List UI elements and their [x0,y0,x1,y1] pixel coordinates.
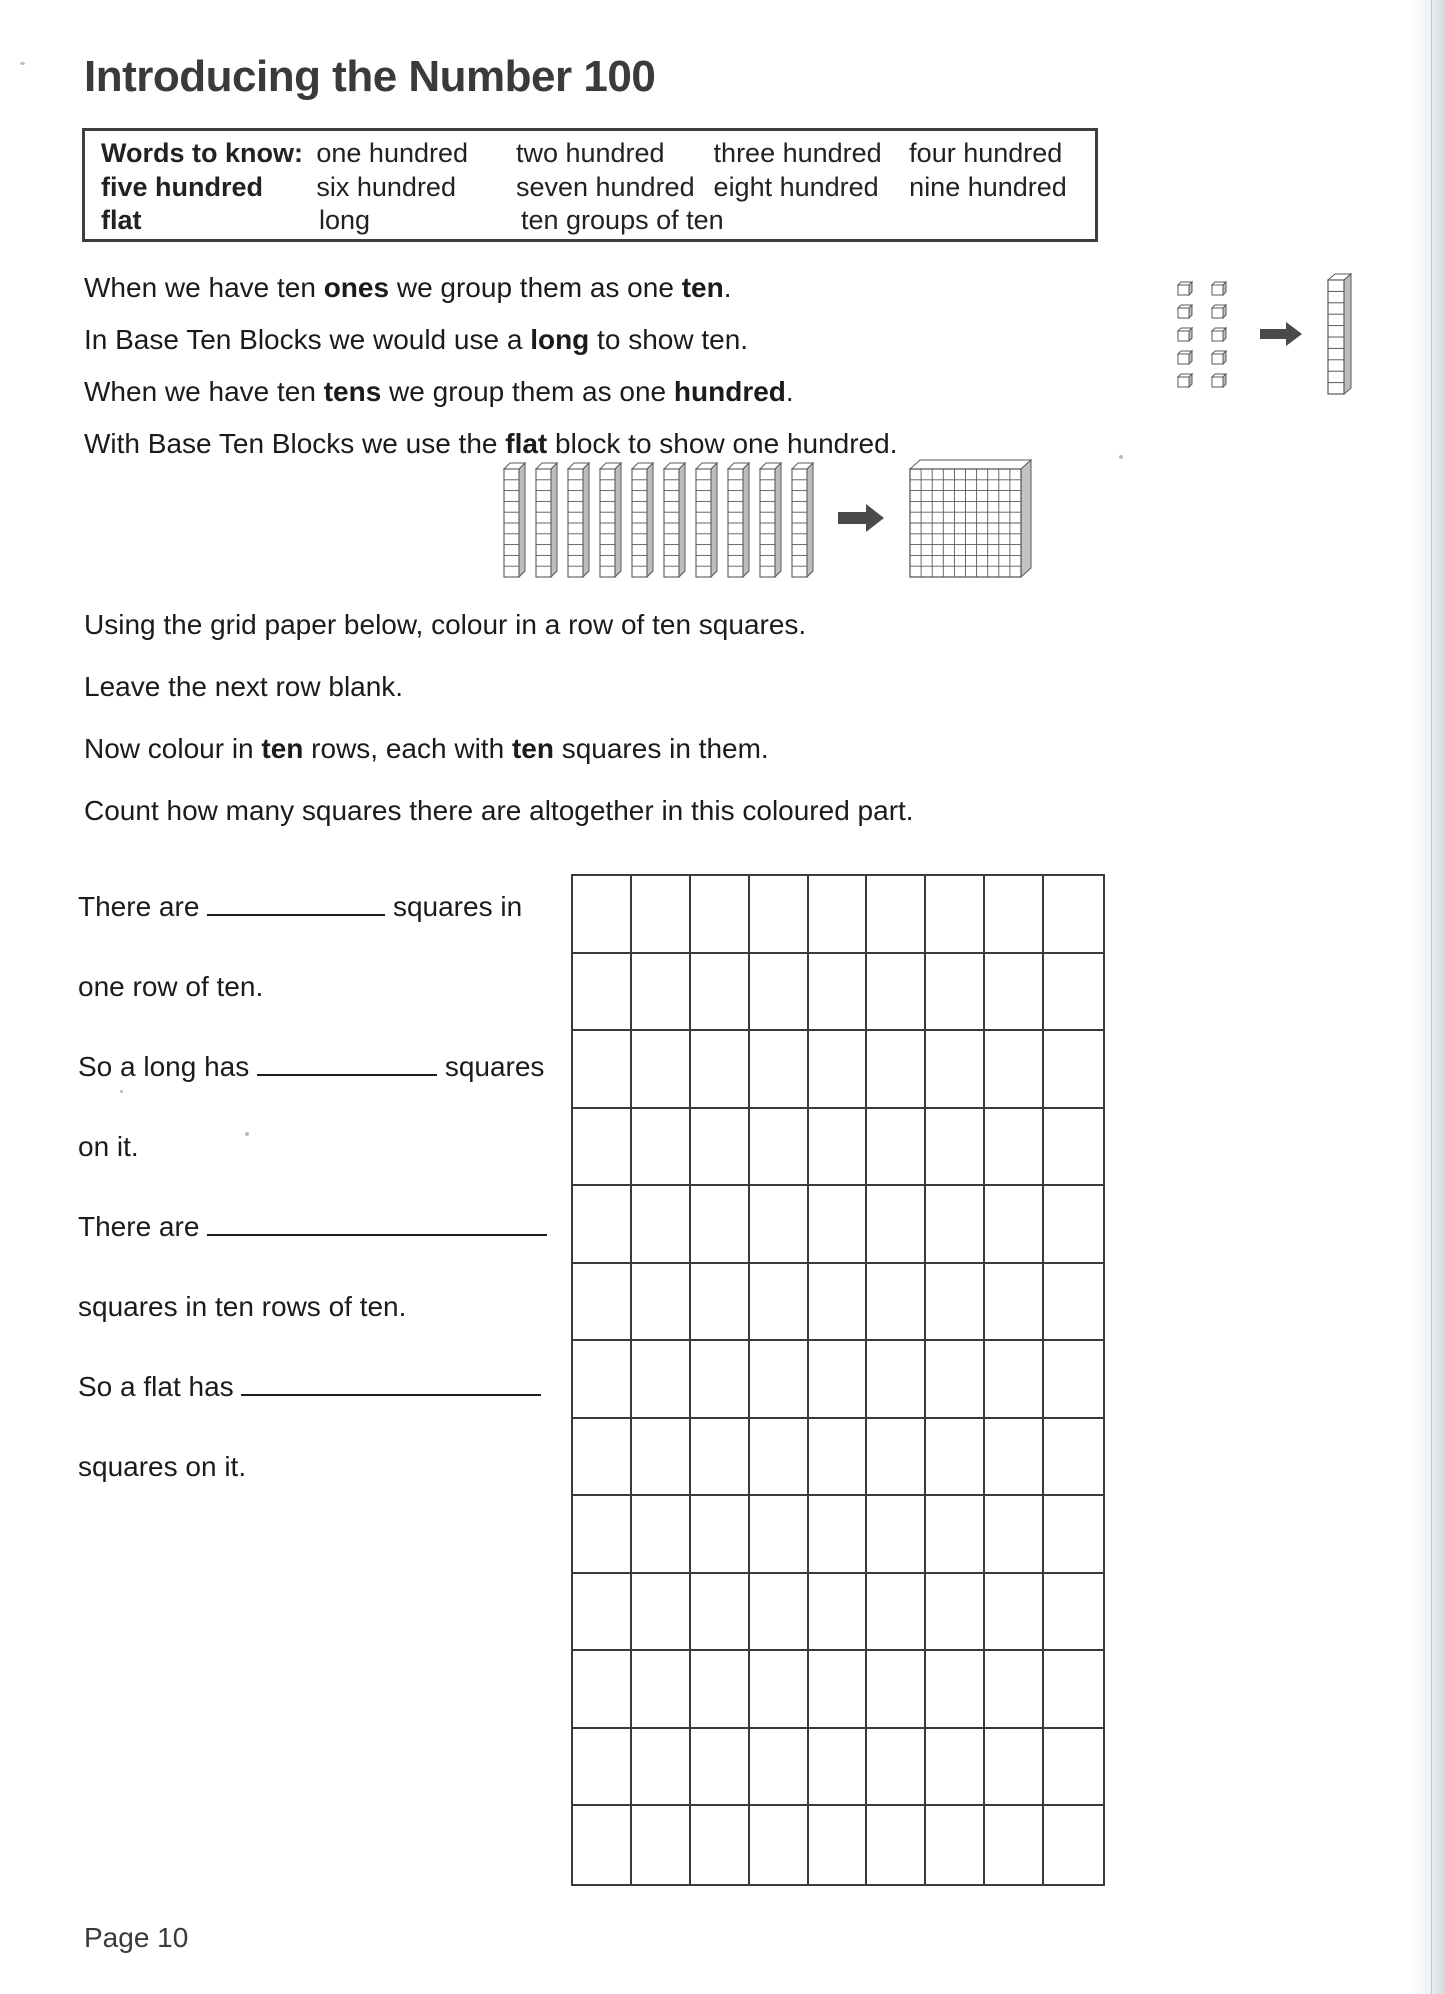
page-edge-line [1431,0,1432,1994]
grid-cell[interactable] [691,876,750,954]
grid-cell[interactable] [1044,1264,1103,1342]
grid-cell[interactable] [809,954,868,1032]
grid-cell[interactable] [691,1186,750,1264]
grid-cell[interactable] [750,954,809,1032]
grid-cell[interactable] [867,1419,926,1497]
explanation-line-4-part-c: block to show one hundred. [547,428,898,459]
explanation-line-3-part-e: . [785,376,794,407]
fill-in-7-prefix: So a flat has [78,1371,234,1402]
grid-cell[interactable] [867,1186,926,1264]
word-ten-groups-of-ten: ten groups of ten [521,205,724,235]
grid-cell[interactable] [573,1264,632,1342]
words-to-know-label: Words to know: [101,138,303,168]
word-flat: flat [101,205,142,235]
grid-cell[interactable] [926,1186,985,1264]
grid-cell[interactable] [573,1419,632,1497]
grid-cell[interactable] [691,1109,750,1187]
grid-cell[interactable] [750,1109,809,1187]
fill-in-3-suffix: squares [444,1051,545,1082]
page-title: Introducing the Number 100 [84,52,656,101]
grid-cell[interactable] [985,1574,1044,1652]
grid-cell[interactable] [1044,1496,1103,1574]
word-six-hundred: six hundred [316,172,456,202]
grid-cell[interactable] [809,1806,868,1884]
grid-cell[interactable] [573,1729,632,1807]
grid-cell[interactable] [985,1341,1044,1419]
fill-in-1-prefix: There are [78,891,200,922]
grid-cell[interactable] [750,876,809,954]
grid-cell[interactable] [985,1264,1044,1342]
word-four-hundred: four hundred [909,138,1063,168]
explanation-line-2 [84,320,964,360]
ten-longs-group [504,463,813,577]
answer-blank-long-squares[interactable] [257,1052,437,1076]
grid-cell[interactable] [926,1574,985,1652]
explanation-line-2-bold-long: long [530,324,590,355]
scan-speck [120,1090,123,1093]
words-to-know-row-3 [101,205,1087,238]
flat-block [910,460,1031,577]
explanation-line-1-bold-ten: ten [681,272,724,303]
grid-cell[interactable] [867,954,926,1032]
grid-cell[interactable] [1044,1729,1103,1807]
grid-cell[interactable] [1044,954,1103,1032]
long-rod [1328,274,1351,394]
grid-cell[interactable] [632,954,691,1032]
grid-cell[interactable] [809,1031,868,1109]
grid-cell[interactable] [750,1574,809,1652]
scan-speck [245,1132,249,1136]
grid-cell[interactable] [632,1186,691,1264]
instruction-line-3 [84,729,1044,769]
instruction-line-3-part-c: rows, each with [303,733,512,764]
grid-cell[interactable] [573,1341,632,1419]
grid-cell[interactable] [1044,1109,1103,1187]
scan-speck [20,62,25,65]
grid-cell[interactable] [985,1729,1044,1807]
grid-cell[interactable] [573,1806,632,1884]
explanation-line-3-part-c: we group them as one [381,376,674,407]
tens-to-flat-illustration [498,455,1118,585]
explanation-line-3-part-a: When we have ten [84,376,324,407]
instruction-line-2: Leave the next row blank. [84,671,404,702]
explanation-line-1-part-a: When we have ten [84,272,324,303]
grid-cell[interactable] [809,1574,868,1652]
grid-cell[interactable] [926,1496,985,1574]
fill-in-3-prefix: So a long has [78,1051,250,1082]
grid-cell[interactable] [985,1031,1044,1109]
word-eight-hundred: eight hundred [713,172,879,202]
grid-cell[interactable] [926,1806,985,1884]
fill-in-line-8: squares on it. [78,1451,247,1482]
grid-cell[interactable] [926,1729,985,1807]
answer-blank-flat-squares[interactable] [241,1372,541,1396]
grid-cell[interactable] [750,1729,809,1807]
fill-in-line-1 [78,890,568,924]
grid-cell[interactable] [632,1729,691,1807]
grid-cell[interactable] [867,1729,926,1807]
grid-cell[interactable] [985,954,1044,1032]
explanation-line-3-bold-hundred: hundred [673,376,786,407]
grid-cell[interactable] [809,1186,868,1264]
grid-cell[interactable] [573,1574,632,1652]
grid-cell[interactable] [867,1496,926,1574]
answer-blank-ten-rows-total[interactable] [207,1212,547,1236]
grid-cell[interactable] [632,1109,691,1187]
grid-cell[interactable] [985,1109,1044,1187]
instructions-block [84,605,1044,853]
grid-cell[interactable] [1044,1651,1103,1729]
grid-cell[interactable] [1044,1574,1103,1652]
grid-cell[interactable] [691,1419,750,1497]
grid-cell[interactable] [809,1109,868,1187]
instruction-line-3-bold-ten-2: ten [511,733,554,764]
fill-in-line-7 [78,1370,568,1404]
explanation-line-2-part-c: to show ten. [589,324,749,355]
explanation-line-3 [84,372,964,412]
word-two-hundred: two hundred [515,138,665,168]
grid-cell[interactable] [750,1341,809,1419]
fill-in-line-4: on it. [78,1131,139,1162]
grid-cell[interactable] [573,1031,632,1109]
grid-cell[interactable] [985,1419,1044,1497]
grid-cell[interactable] [867,1264,926,1342]
explanation-line-1-part-e: . [723,272,732,303]
grid-cell[interactable] [632,1806,691,1884]
grid-cell[interactable] [750,1496,809,1574]
grid-cell[interactable] [1044,1806,1103,1884]
explanation-line-1 [84,268,964,308]
instruction-line-3-part-e: squares in them. [553,733,769,764]
grid-cell[interactable] [985,876,1044,954]
instruction-line-3-bold-ten-1: ten [261,733,304,764]
grid-cell[interactable] [809,876,868,954]
words-to-know-row-2 [101,172,1087,205]
instruction-line-3-part-a: Now colour in [84,733,262,764]
grid-cell[interactable] [632,1264,691,1342]
grid-cell[interactable] [632,876,691,954]
grid-cell[interactable] [750,1264,809,1342]
tens-to-flat-svg [498,455,1118,585]
grid-cell[interactable] [691,1651,750,1729]
fill-in-answers-block [78,890,568,1530]
grid-cell[interactable] [632,1419,691,1497]
grid-cell[interactable] [632,1574,691,1652]
grid-cell[interactable] [809,1419,868,1497]
word-one-hundred: one hundred [316,138,469,168]
page-number: Page 10 [84,1922,189,1953]
grid-cell[interactable] [573,1651,632,1729]
grid-cell[interactable] [985,1651,1044,1729]
grid-cell[interactable] [809,1341,868,1419]
word-long: long [319,205,371,235]
grid-cell[interactable] [573,1186,632,1264]
grid-cell[interactable] [750,1419,809,1497]
grid-cell[interactable] [573,1496,632,1574]
grid-cell[interactable] [691,1729,750,1807]
answer-blank-squares-in-row[interactable] [207,892,385,916]
grid-cell[interactable] [926,1651,985,1729]
grid-cell[interactable] [926,1419,985,1497]
right-arrow-icon [1260,322,1302,346]
grid-paper[interactable] [571,874,1105,1886]
explanation-line-2-part-a: In Base Ten Blocks we would use a [84,324,531,355]
unit-cubes-group [1178,282,1226,387]
fill-in-line-6: squares in ten rows of ten. [78,1291,407,1322]
grid-cell[interactable] [867,1651,926,1729]
words-to-know-box [82,128,1098,242]
grid-cell[interactable] [985,1186,1044,1264]
grid-cell[interactable] [867,1341,926,1419]
grid-cell[interactable] [1044,876,1103,954]
instruction-line-1: Using the grid paper below, colour in a row of ten squares. [84,609,807,640]
scan-speck [1119,455,1123,459]
grid-cell[interactable] [809,1496,868,1574]
grid-cell[interactable] [926,1109,985,1187]
grid-cell[interactable] [867,1109,926,1187]
grid-cell[interactable] [809,1651,868,1729]
grid-cell[interactable] [1044,1031,1103,1109]
grid-cell[interactable] [632,1341,691,1419]
grid-cell[interactable] [691,954,750,1032]
grid-cell[interactable] [632,1496,691,1574]
grid-cell[interactable] [867,1031,926,1109]
grid-cell[interactable] [750,1651,809,1729]
grid-cell[interactable] [985,1496,1044,1574]
fill-in-5-prefix: There are [78,1211,200,1242]
explanation-line-4-part-a: With Base Ten Blocks we use the [84,428,506,459]
word-nine-hundred: nine hundred [909,172,1067,202]
grid-cell[interactable] [867,1574,926,1652]
grid-cell[interactable] [750,1186,809,1264]
grid-cell[interactable] [691,1574,750,1652]
word-three-hundred: three hundred [713,138,882,168]
grid-cell[interactable] [809,1729,868,1807]
grid-cell[interactable] [926,954,985,1032]
fill-in-line-2: one row of ten. [78,971,264,1002]
explanation-block [84,268,964,476]
fill-in-1-suffix: squares in [392,891,523,922]
explanation-line-1-part-c: we group them as one [389,272,682,303]
explanation-line-4-bold-flat: flat [505,428,548,459]
grid-cell[interactable] [926,1264,985,1342]
ones-to-long-svg [1168,272,1418,402]
fill-in-line-5 [78,1210,568,1244]
grid-cell[interactable] [691,1341,750,1419]
word-five-hundred: five hundred [101,172,264,202]
grid-cell[interactable] [926,1341,985,1419]
ones-to-long-illustration [1168,272,1418,402]
words-to-know-row-1 [101,138,1087,171]
grid-cell[interactable] [809,1264,868,1342]
grid-cell[interactable] [691,1031,750,1109]
grid-cell[interactable] [691,1496,750,1574]
grid-cell[interactable] [632,1651,691,1729]
grid-cell[interactable] [1044,1419,1103,1497]
grid-cell[interactable] [573,954,632,1032]
grid-cell[interactable] [691,1806,750,1884]
grid-cell[interactable] [632,1031,691,1109]
grid-cell[interactable] [926,1031,985,1109]
grid-cell[interactable] [926,876,985,954]
grid-cell[interactable] [985,1806,1044,1884]
grid-cell[interactable] [1044,1341,1103,1419]
explanation-line-1-bold-ones: ones [323,272,390,303]
grid-cell[interactable] [691,1264,750,1342]
grid-cell[interactable] [573,876,632,954]
right-arrow-icon [838,504,884,532]
grid-cell[interactable] [573,1109,632,1187]
grid-cell[interactable] [750,1031,809,1109]
grid-cell[interactable] [750,1806,809,1884]
explanation-line-3-bold-tens: tens [323,376,382,407]
grid-cell[interactable] [867,876,926,954]
instruction-line-4: Count how many squares there are altogether in this coloured part. [84,795,914,826]
word-seven-hundred: seven hundred [515,172,695,202]
grid-cell[interactable] [1044,1186,1103,1264]
grid-cell[interactable] [867,1806,926,1884]
fill-in-line-3 [78,1050,568,1084]
